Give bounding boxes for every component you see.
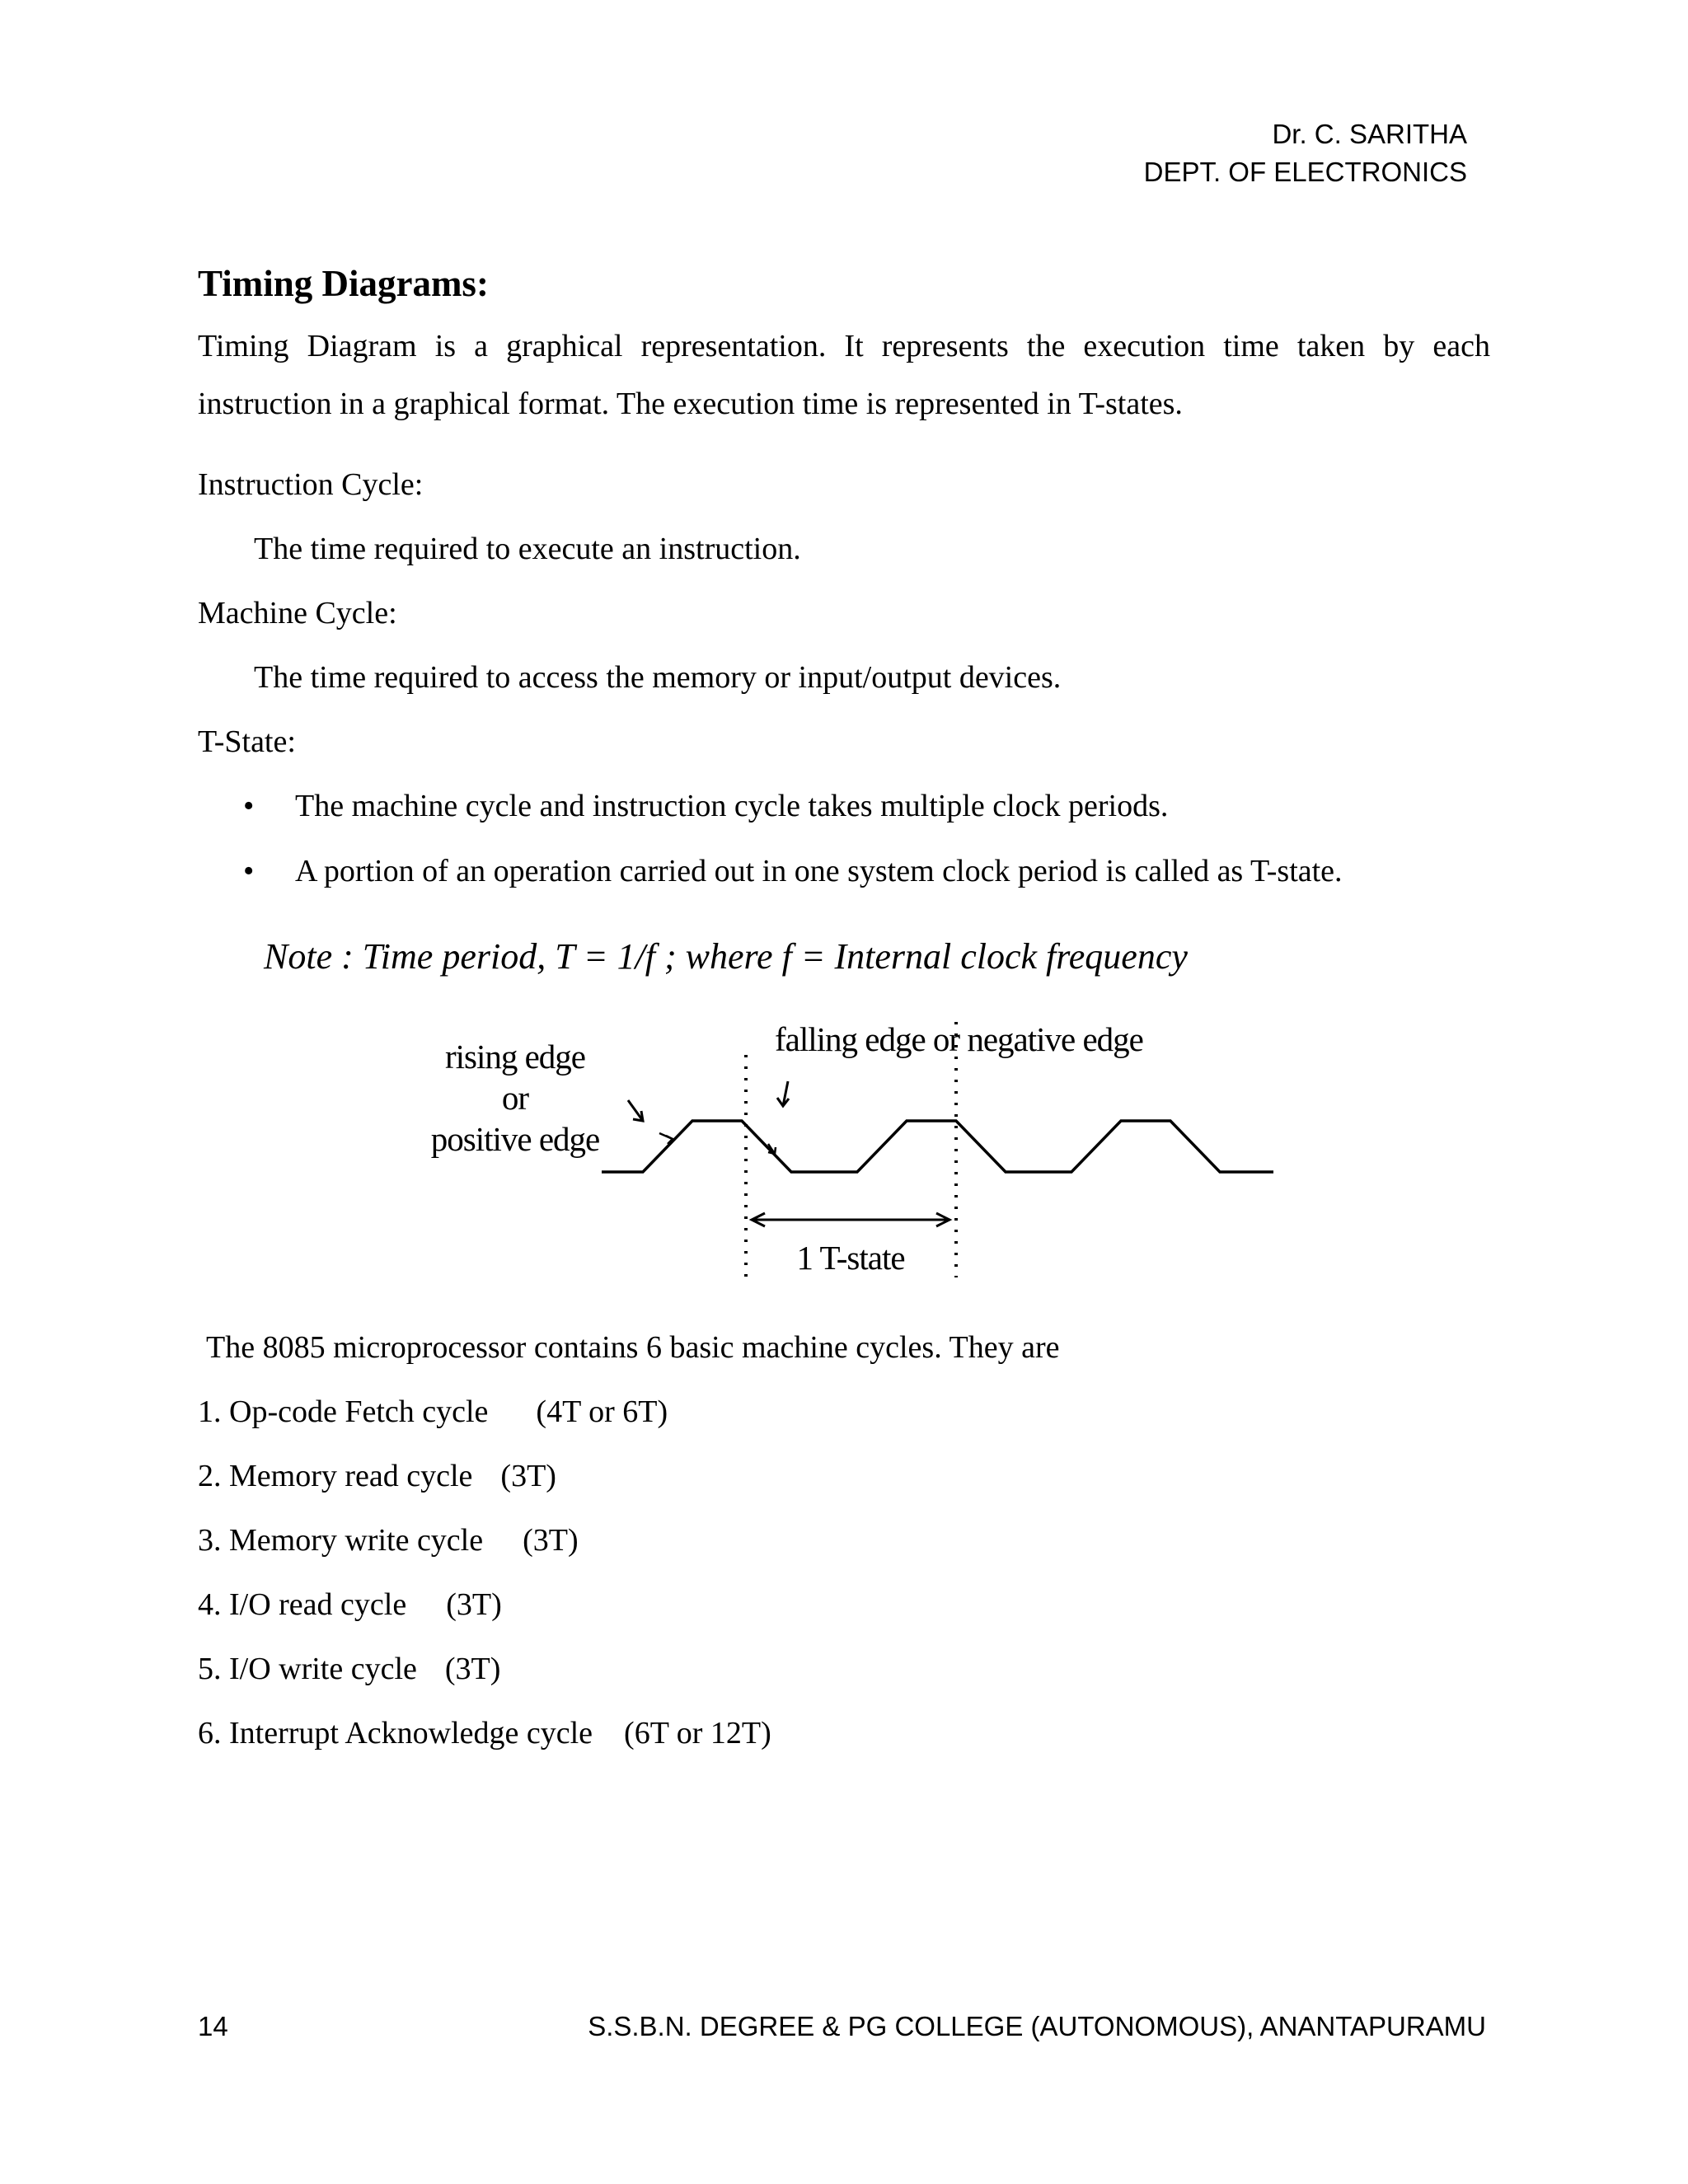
- bullet-text: A portion of an operation carried out in one system clock period is called as T-state.: [295, 854, 1343, 888]
- section-title: Timing Diagrams:: [198, 263, 489, 304]
- list-item: [198, 1586, 502, 1624]
- machine-cycle-definition: The time required to access the memory or input/output devices.: [254, 660, 1062, 695]
- list-item: [198, 1457, 556, 1495]
- rising-edge-label-line-2: or: [501, 1079, 529, 1117]
- list-item: [198, 852, 1343, 917]
- t-state-label: 1 T-state: [796, 1239, 905, 1277]
- author-name: Dr. C. SARITHA: [1272, 119, 1467, 149]
- list-item: [198, 1521, 579, 1559]
- t-state-term: T-State:: [198, 724, 296, 759]
- clock-waveform: [602, 1121, 1273, 1172]
- cycles-intro: The 8085 microprocessor contains 6 basic machine cycles. They are: [206, 1330, 1060, 1365]
- bullet-text: The machine cycle and instruction cycle takes multiple clock periods.: [295, 789, 1169, 823]
- rising-edge-arrow-icon: [628, 1100, 643, 1121]
- bullet-icon: •: [243, 789, 255, 823]
- rising-edge-label-line-3: positive edge: [430, 1120, 600, 1158]
- cycle-duration: (3T): [523, 1523, 579, 1558]
- cycle-duration: (4T or 6T): [536, 1394, 668, 1429]
- page-number: 14: [198, 2011, 228, 2041]
- rising-edge-label-line-1: rising edge: [444, 1038, 586, 1076]
- instruction-cycle-term: Instruction Cycle:: [198, 467, 424, 502]
- bullet-icon: •: [243, 854, 255, 888]
- list-item: [198, 1393, 668, 1431]
- diagram-note: Note : Time period, T = 1/f ; where f = Internal clock frequency: [264, 936, 1188, 977]
- cycle-duration: (6T or 12T): [624, 1716, 771, 1750]
- cycle-name: 3. Memory write cycle: [198, 1523, 484, 1558]
- cycle-name: 1. Op-code Fetch cycle: [198, 1394, 489, 1429]
- cycle-duration: (3T): [444, 1652, 501, 1686]
- instruction-cycle-definition: The time required to execute an instruction.: [254, 532, 801, 566]
- page-header: [1144, 115, 1467, 191]
- list-item: [198, 1650, 500, 1688]
- department-name: DEPT. OF ELECTRONICS: [1143, 157, 1467, 187]
- intro-paragraph: Timing Diagram is a graphical representation. It represents the execution time taken by each instruction in a graphical format. The execution time is represented in T-states.: [198, 329, 1490, 421]
- t-state-span-arrow-icon: [752, 1213, 950, 1226]
- cycle-name: 6. Interrupt Acknowledge cycle: [198, 1716, 593, 1750]
- cycle-name: 5. I/O write cycle: [198, 1652, 417, 1686]
- falling-edge-arrow-icon: [777, 1081, 789, 1106]
- cycle-name: 2. Memory read cycle: [198, 1459, 473, 1493]
- clock-timing-diagram: [247, 923, 1302, 1286]
- college-name: S.S.B.N. DEGREE & PG COLLEGE (AUTONOMOUS), ANANTAPURAMU: [588, 2011, 1486, 2041]
- t-state-bullet-list: [198, 787, 1343, 917]
- cycle-name: 4. I/O read cycle: [198, 1587, 407, 1622]
- cycle-duration: (3T): [446, 1587, 502, 1622]
- cycle-duration: (3T): [500, 1459, 556, 1493]
- list-item: [198, 787, 1343, 852]
- falling-edge-label: falling edge or negative edge: [775, 1020, 1143, 1058]
- machine-cycle-term: Machine Cycle:: [198, 596, 397, 630]
- list-item: [198, 1714, 771, 1752]
